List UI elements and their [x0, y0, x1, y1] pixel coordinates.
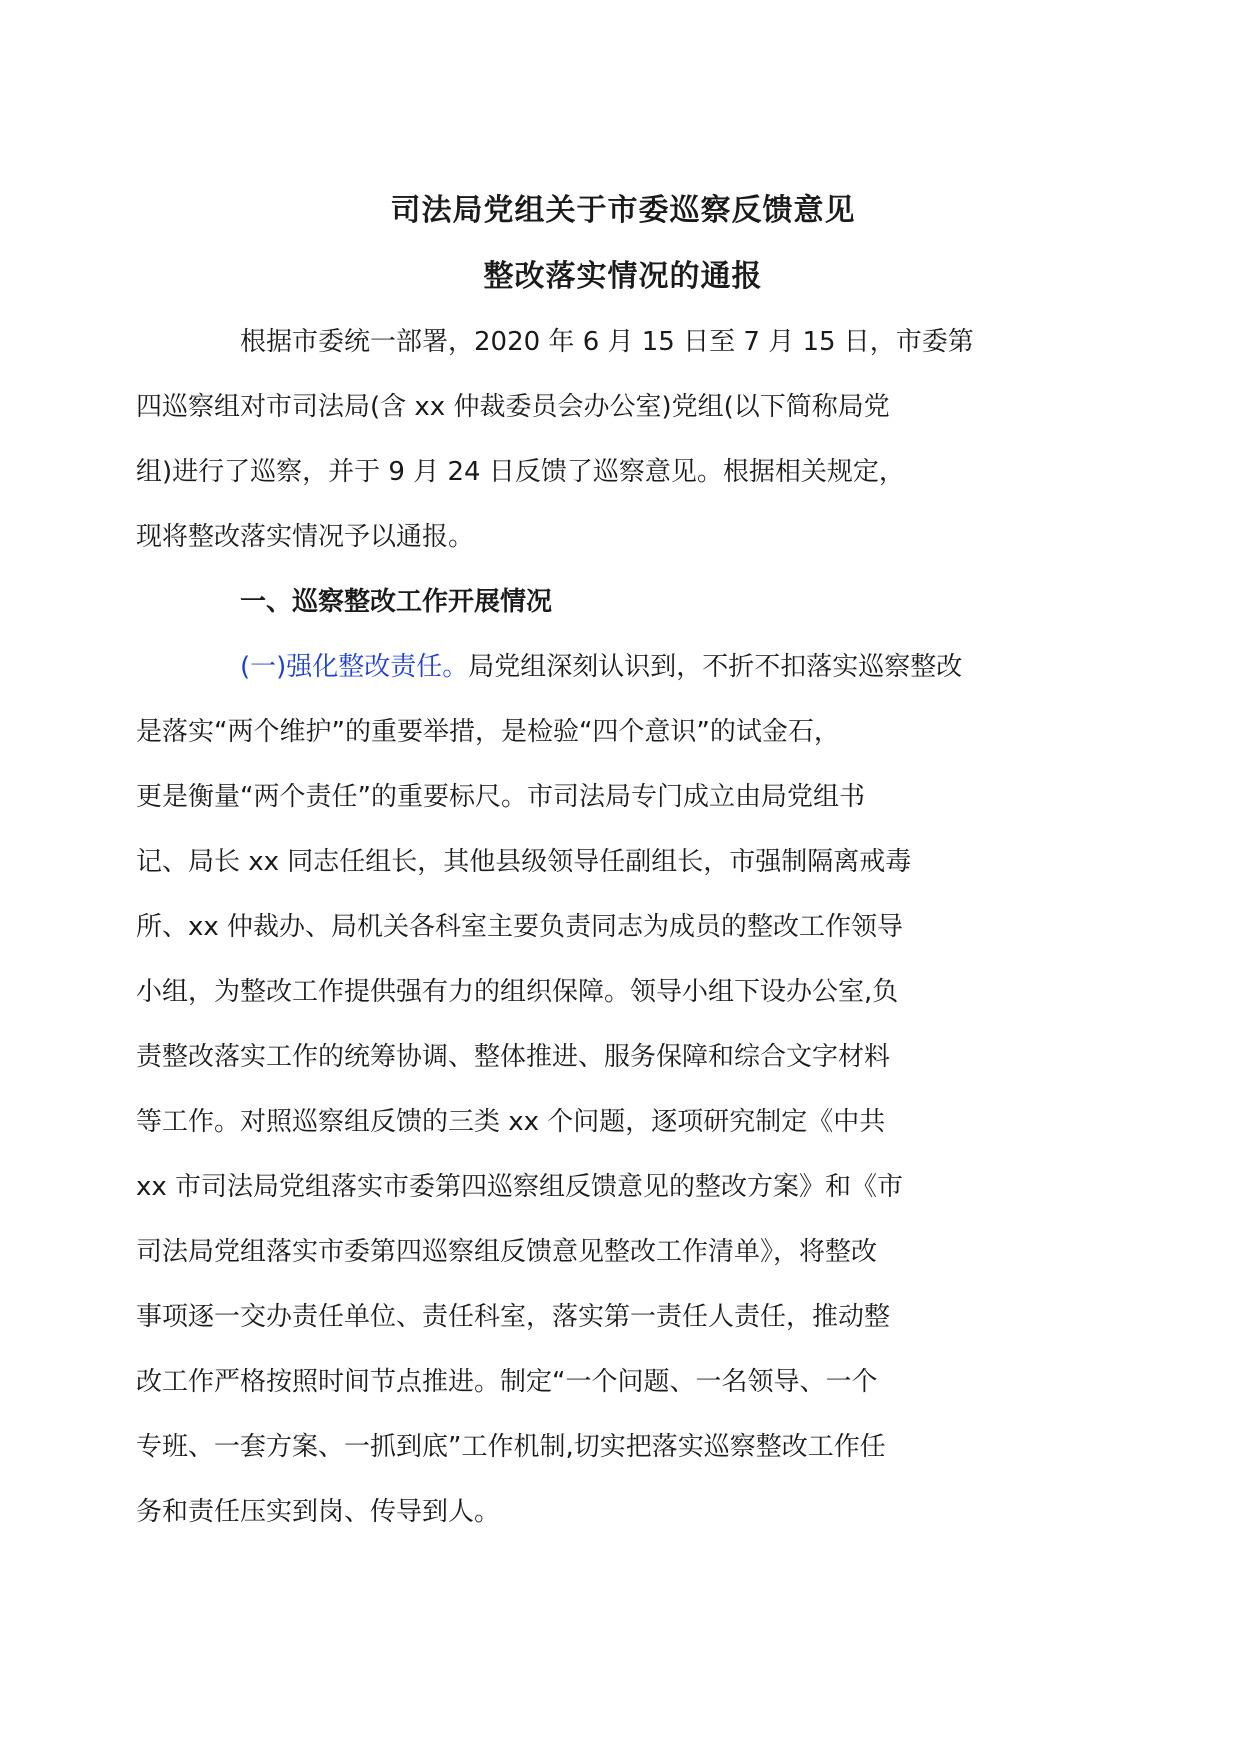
body-line: 务和责任压实到岗、传导到人。: [136, 1497, 501, 1527]
intro-line: 四巡察组对市司法局(含 xx 仲裁委员会办公室)党组(以下简称局党: [136, 392, 890, 422]
intro-line: 组)进行了巡察，并于 9 月 24 日反馈了巡察意见。根据相关规定，: [136, 457, 905, 487]
intro-paragraph: [136, 310, 1058, 570]
subsection-first-line-text: 局党组深刻认识到，不折不扣落实巡察整改: [468, 652, 963, 682]
body-line: 改工作严格按照时间节点推进。制定“一个问题、一名领导、一个: [136, 1367, 878, 1397]
subsection-paragraph: [136, 635, 1058, 1545]
body-line: 责整改落实工作的统筹协调、整体推进、服务保障和综合文字材料: [136, 1042, 891, 1072]
body-line: 更是衡量“两个责任”的重要标尺。市司法局专门成立由局党组书: [136, 782, 865, 812]
title-line-2: 整改落实情况的通报: [483, 259, 763, 294]
subsection-lead: (一)强化整改责任。: [240, 652, 469, 682]
body-line: 小组，为整改工作提供强有力的组织保障。领导小组下设办公室,负: [136, 977, 899, 1007]
document-title: [188, 178, 1058, 310]
subsection-first-line: [188, 635, 1058, 700]
body-line: 事项逐一交办责任单位、责任科室，落实第一责任人责任，推动整: [136, 1302, 891, 1332]
body-line: xx 市司法局党组落实市委第四巡察组反馈意见的整改方案》和《市: [136, 1172, 904, 1202]
document-page: [136, 178, 1058, 1545]
body-line: 专班、一套方案、一抓到底”工作机制,切实把落实巡察整改工作任: [136, 1432, 886, 1462]
body-line: 等工作。对照巡察组反馈的三类 xx 个问题，逐项研究制定《中共: [136, 1107, 886, 1137]
body-line: 司法局党组落实市委第四巡察组反馈意见整改工作清单》，将整改: [136, 1237, 878, 1267]
section-heading: 一、巡察整改工作开展情况: [240, 587, 553, 617]
body-line: 记、局长 xx 同志任组长，其他县级领导任副组长，市强制隔离戒毒: [136, 847, 912, 877]
body-line: 所、xx 仲裁办、局机关各科室主要负责同志为成员的整改工作领导: [136, 912, 904, 942]
body-line: 是落实“两个维护”的重要举措，是检验“四个意识”的试金石，: [136, 717, 840, 747]
intro-line: 现将整改落实情况予以通报。: [136, 522, 475, 552]
intro-line: 根据市委统一部署，2020 年 6 月 15 日至 7 月 15 日，市委第: [240, 327, 974, 357]
title-line-1: 司法局党组关于市委巡察反馈意见: [390, 193, 856, 228]
